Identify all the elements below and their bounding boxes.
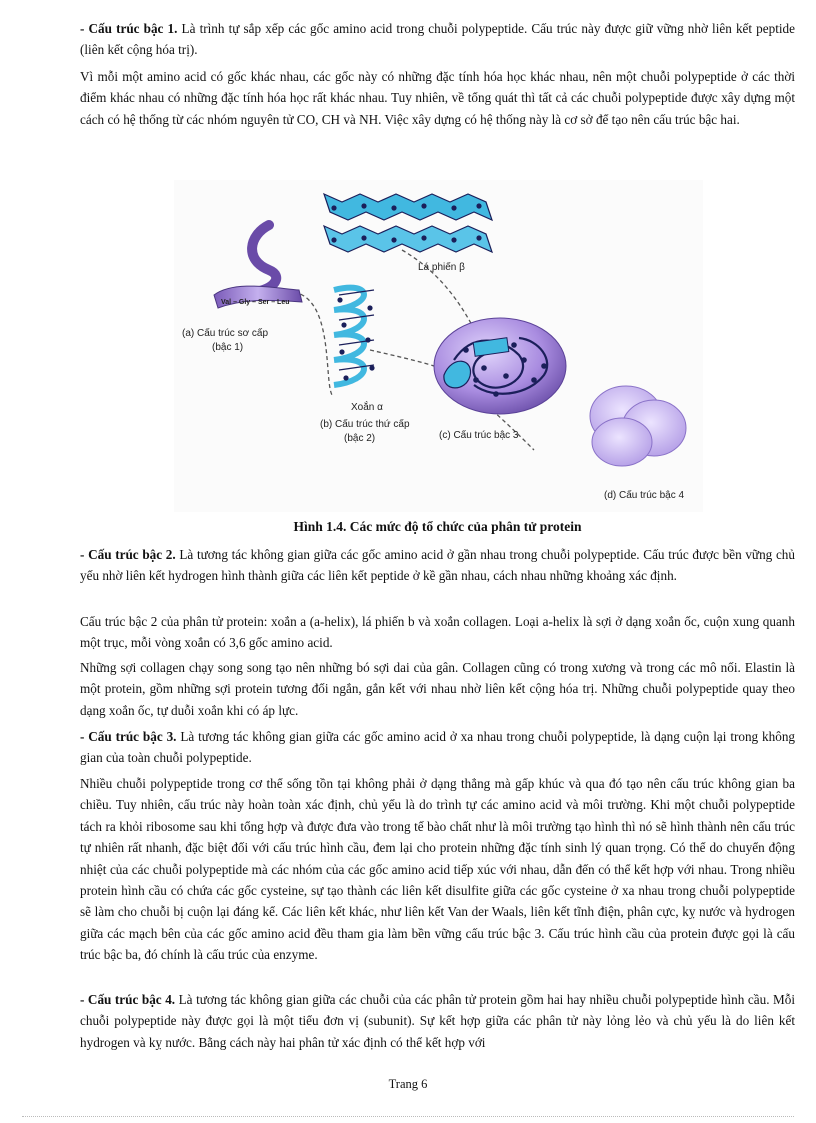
label-primary-line2: (bậc 1) xyxy=(212,342,244,353)
label-quaternary: (d) Cấu trúc bậc 4 xyxy=(604,490,685,501)
paragraph-quaternary-structure: - Cấu trúc bậc 4. Là tương tác không gian giữa các chuỗi của các phân tử protein gồm hai hay nhiều chuỗi polypeptide hình cầu. Mỗi chuỗi polypeptide này được gọi là một tiểu đơn vị (subunit). Sự kết hợp giữa các phân tử này lỏng lẻo và chủ yếu là do liên kết hydrogen và kỵ nước. Bằng cách này hai phân tử xác định có thể kết hợp với xyxy=(80,992,796,1050)
connector-line xyxy=(370,350,444,370)
label-tertiary: (c) Cấu trúc bậc 3 xyxy=(439,430,519,441)
heading-quaternary-structure: - Cấu trúc bậc 4. xyxy=(80,992,176,1007)
protein-structure-figure xyxy=(174,180,703,512)
alpha-helix xyxy=(334,288,375,385)
paragraph-helix: Cấu trúc bậc 2 của phân tử protein: xoắn a (a-helix), lá phiến b và xoắn collagen. Loại a-helix là sợi ở dạng xoắn ốc, cuộn xung quanh một trục, mỗi vòng xoắn có 3,6 gốc amino acid. xyxy=(80,614,795,651)
label-primary-line1: (a) Cấu trúc sơ cấp xyxy=(182,328,269,339)
paragraph-polypeptide: Vì mỗi một amino acid có gốc khác nhau, các gốc này có những đặc tính hóa học khác nhau, nên một chuỗi polypeptide ở các thời điểm khác nhau có những đặc tính hóa học rất khác nhau. Tuy nhiên, về tổng quát thì tất cả các chuỗi polypeptide được xây dựng một cách có hệ thống từ các nhóm nguyên tử CO, CH và NH. Việc xây dựng có hệ thống này là cơ sở để tạo nên cấu trúc bậc hai. xyxy=(80,69,795,127)
heading-tertiary-structure: - Cấu trúc bậc 3. xyxy=(80,729,177,744)
figure-caption: Hình 1.4. Các mức độ tổ chức của phân tử protein xyxy=(293,519,582,534)
label-beta-sheet: Lá phiến β xyxy=(418,262,465,273)
tertiary-structure xyxy=(434,318,566,414)
paragraph-folding: Nhiều chuỗi polypeptide trong cơ thể sống tồn tại không phải ở dạng thẳng mà gấp khúc và qua đó tạo nên cấu trúc không gian ba chiều. Tuy nhiên, cấu trúc này hoàn toàn xác định, chủ yếu là do trình tự các amino acid và môi trường. Khi một chuỗi polypeptide tách ra khỏi ribosome sau khi tổng hợp và được đưa vào trong tế bào chất như là môi trường tạo hình thì nó sẽ hình thành nên cấu trúc tự nhiên rất nhanh, đặc biệt đối với cấu trúc hình cầu, đem lại cho protein những đặc tính sinh lý quan trọng. Có thể do chuyển động nhiệt của các chuỗi polypeptide mà các nhóm của các gốc amino acid tiếp xúc với nhau, dẫn đến có thể kết hợp với nhau. Trong nhiều protein hình cầu có chứa các gốc cysteine, sự tạo thành các liên kết disulfite giữa các gốc cysteine ở xa nhau trong chuỗi polypeptide sẽ làm cho chuỗi bị cuộn lại đáng kể. Các liên kết khác, như liên kết Van der Waals, liên kết tĩnh điện, phân cực, kỵ nước và hydrogen giữa các mạch bên của các gốc amino acid đều tham gia làm bền vững cấu trúc bậc 3. Cấu trúc hình cầu của protein được gọi là cấu trúc bậc ba, đó chính là cấu trúc của enzyme. xyxy=(80,776,795,963)
primary-structure-ribbon xyxy=(214,225,302,308)
label-alpha-helix: Xoắn α xyxy=(351,402,383,413)
paragraph-secondary-structure: - Cấu trúc bậc 2. Là tương tác không gian giữa các gốc amino acid ở gần nhau trong chuỗi polypeptide. Cấu trúc được bền vững chủ yếu nhờ liên kết hydrogen hình thành giữa các liên kết peptide ở kề gần nhau, cách nhau những khoảng xác định. xyxy=(80,547,795,584)
connector-line xyxy=(294,292,332,395)
ribbon-sequence: Val – Gly – Ser – Leu xyxy=(221,299,290,306)
paragraph-collagen: Những sợi collagen chạy song song tạo nên những bó sợi dai của gân. Collagen cũng có trong xương và trong các mô nối. Elastin là một protein, gồm những sợi protein tương đối ngắn, gắn kết với nhau nhờ liên kết cộng hóa trị. Những chuỗi polypeptide quay theo dạng xoắn ốc, tự duỗi xoắn khi có áp lực. xyxy=(80,660,795,718)
heading-primary-structure: - Cấu trúc bậc 1. xyxy=(80,21,178,36)
heading-secondary-structure: - Cấu trúc bậc 2. xyxy=(80,547,176,562)
paragraph-tertiary-structure: - Cấu trúc bậc 3. Là tương tác không gian giữa các gốc amino acid ở xa nhau trong chuỗi polypeptide, là dạng cuộn lại trong không gian của toàn chuỗi polypeptide. xyxy=(80,729,796,766)
beta-sheet xyxy=(324,194,492,252)
label-secondary-line1: (b) Cấu trúc thứ cấp xyxy=(320,419,410,430)
footer-divider xyxy=(22,1116,794,1117)
quaternary-structure xyxy=(590,386,686,466)
paragraph-primary-structure: - Cấu trúc bậc 1. Là trình tự sắp xếp các gốc amino acid trong chuỗi polypeptide. Cấu trúc này được giữ vững nhờ liên kết peptide (liên kết cộng hóa trị). xyxy=(80,21,795,58)
page-number: Trang 6 xyxy=(388,1077,428,1091)
label-secondary-line2: (bậc 2) xyxy=(344,433,376,444)
